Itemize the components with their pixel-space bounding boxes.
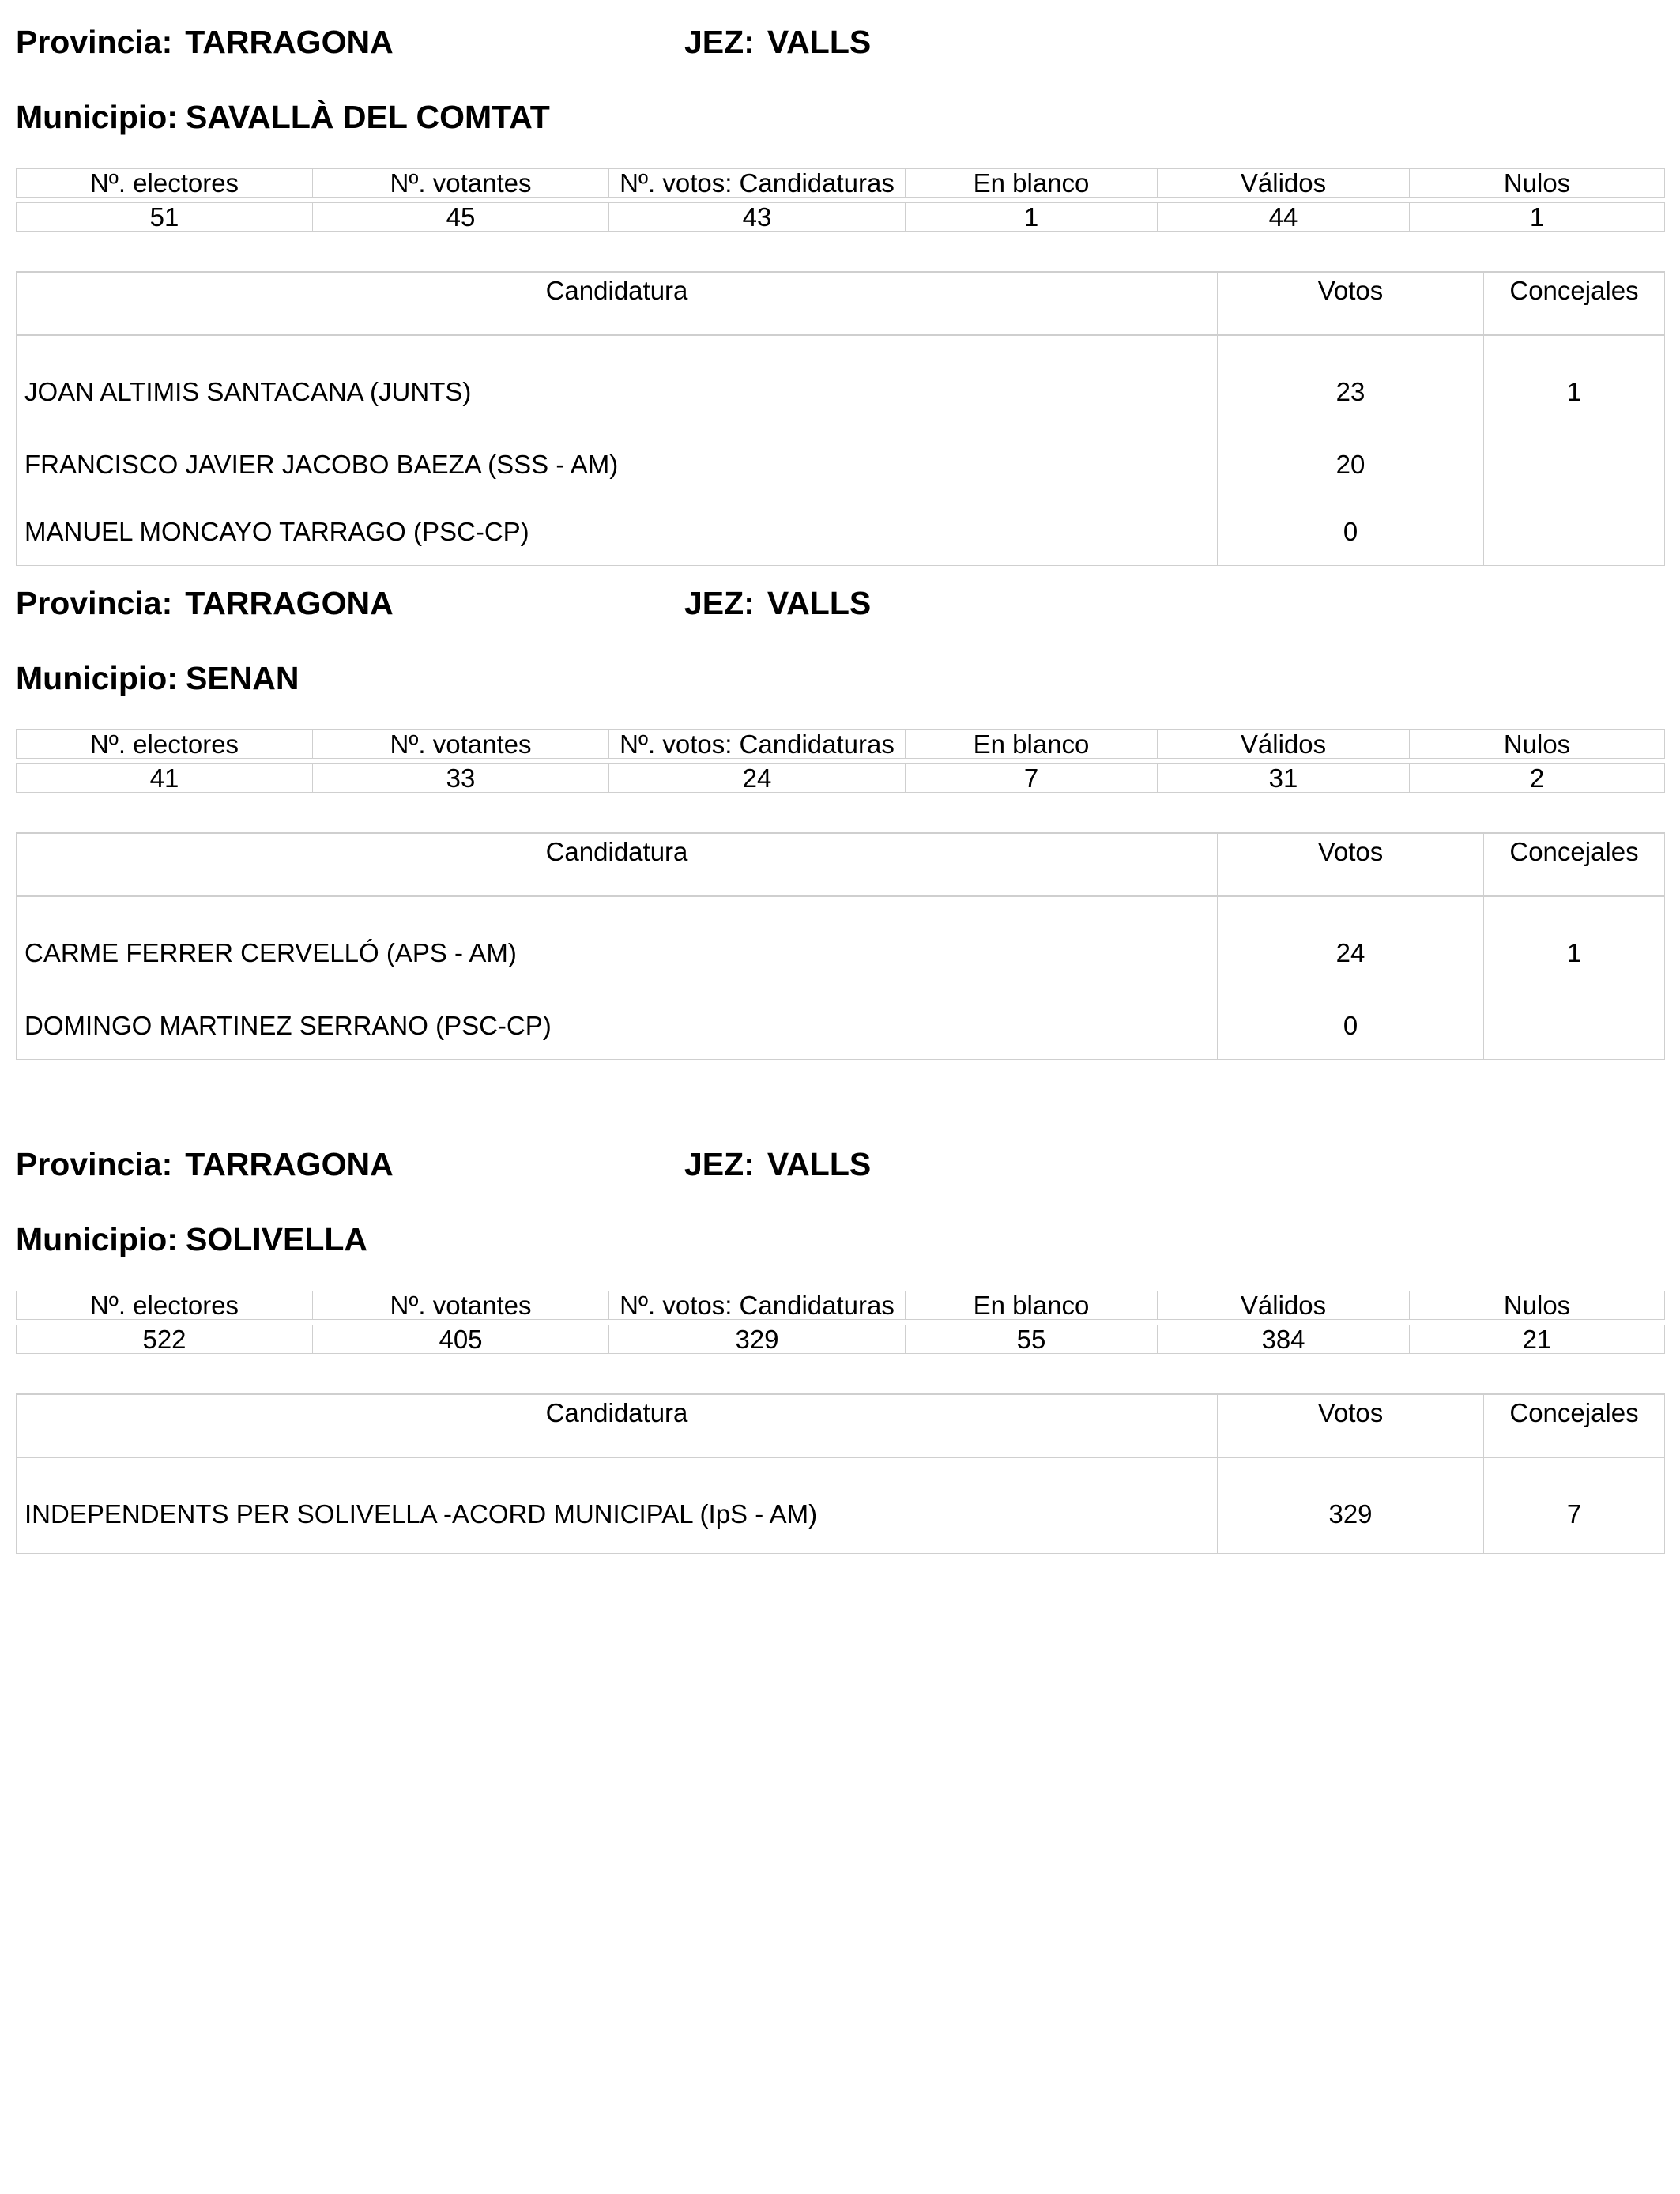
municipio-value: SENAN [185, 660, 299, 696]
validos-header: Válidos [1158, 169, 1410, 198]
candidate-name: FRANCISCO JAVIER JACOBO BAEZA (SSS - AM) [17, 431, 1218, 498]
provincia-value: TARRAGONA [185, 585, 394, 621]
municipio-heading [16, 660, 299, 696]
votantes-value: 405 [313, 1325, 609, 1354]
votantes-header: Nº. votantes [313, 730, 609, 759]
provincia-heading [16, 585, 394, 621]
jez-label: JEZ: [684, 24, 755, 60]
candidate-row [17, 1457, 1665, 1554]
jez-value: VALLS [767, 24, 872, 60]
jez-value: VALLS [767, 585, 872, 621]
stats-header-row [17, 169, 1665, 198]
candidate-votos: 0 [1218, 498, 1484, 566]
stats-value-row [17, 1325, 1665, 1354]
validos-header: Válidos [1158, 1291, 1410, 1320]
en-blanco-value: 1 [906, 203, 1158, 232]
candidate-name: CARME FERRER CERVELLÓ (APS - AM) [17, 896, 1218, 992]
votos-candidaturas-header: Nº. votos: Candidaturas [609, 1291, 906, 1320]
stats-header-row [17, 730, 1665, 759]
stats-table [16, 168, 1665, 232]
votos-candidaturas-value: 329 [609, 1325, 906, 1354]
candidate-votos: 23 [1218, 335, 1484, 431]
electores-header: Nº. electores [17, 1291, 313, 1320]
candidate-concejales [1484, 431, 1665, 498]
votos-header: Votos [1218, 1394, 1484, 1457]
candidate-votos: 329 [1218, 1457, 1484, 1554]
candidatura-header: Candidatura [17, 272, 1218, 335]
en-blanco-header: En blanco [906, 1291, 1158, 1320]
jez-heading [684, 24, 871, 60]
candidate-name: INDEPENDENTS PER SOLIVELLA -ACORD MUNICIPAL (IpS - AM) [17, 1457, 1218, 1554]
candidate-row [17, 896, 1665, 992]
validos-value: 31 [1158, 764, 1410, 793]
concejales-header: Concejales [1484, 272, 1665, 335]
candidates-table [16, 832, 1665, 1060]
electores-value: 51 [17, 203, 313, 232]
electores-header: Nº. electores [17, 169, 313, 198]
municipio-label: Municipio: [16, 99, 178, 135]
municipio-label: Municipio: [16, 660, 178, 696]
votos-header: Votos [1218, 833, 1484, 896]
votantes-value: 45 [313, 203, 609, 232]
stats-table [16, 729, 1665, 793]
nulos-value: 1 [1410, 203, 1665, 232]
candidate-votos: 0 [1218, 992, 1484, 1060]
candidate-concejales [1484, 498, 1665, 566]
jez-label: JEZ: [684, 585, 755, 621]
stats-value-row [17, 203, 1665, 232]
candidate-votos: 24 [1218, 896, 1484, 992]
candidate-concejales: 7 [1484, 1457, 1665, 1554]
candidates-header-row [17, 833, 1665, 896]
stats-header-row [17, 1291, 1665, 1320]
provincia-heading [16, 1146, 394, 1182]
candidate-row [17, 992, 1665, 1060]
candidate-name: MANUEL MONCAYO TARRAGO (PSC-CP) [17, 498, 1218, 566]
candidate-name: DOMINGO MARTINEZ SERRANO (PSC-CP) [17, 992, 1218, 1060]
votantes-value: 33 [313, 764, 609, 793]
votantes-header: Nº. votantes [313, 169, 609, 198]
municipio-label: Municipio: [16, 1221, 178, 1257]
stats-table [16, 1291, 1665, 1354]
votos-header: Votos [1218, 272, 1484, 335]
provincia-value: TARRAGONA [185, 24, 394, 60]
provincia-label: Provincia: [16, 585, 173, 621]
en-blanco-value: 7 [906, 764, 1158, 793]
candidate-concejales: 1 [1484, 335, 1665, 431]
provincia-value: TARRAGONA [185, 1146, 394, 1182]
concejales-header: Concejales [1484, 1394, 1665, 1457]
nulos-value: 2 [1410, 764, 1665, 793]
municipio-heading [16, 99, 550, 135]
votos-candidaturas-value: 43 [609, 203, 906, 232]
municipio-value: SOLIVELLA [185, 1221, 368, 1257]
nulos-header: Nulos [1410, 1291, 1665, 1320]
candidate-votos: 20 [1218, 431, 1484, 498]
jez-value: VALLS [767, 1146, 872, 1182]
validos-value: 44 [1158, 203, 1410, 232]
concejales-header: Concejales [1484, 833, 1665, 896]
candidates-header-row [17, 1394, 1665, 1457]
candidates-header-row [17, 272, 1665, 335]
provincia-label: Provincia: [16, 1146, 173, 1182]
votos-candidaturas-value: 24 [609, 764, 906, 793]
votos-candidaturas-header: Nº. votos: Candidaturas [609, 169, 906, 198]
candidates-table [16, 1393, 1665, 1554]
candidates-table [16, 271, 1665, 566]
en-blanco-value: 55 [906, 1325, 1158, 1354]
candidate-concejales [1484, 992, 1665, 1060]
provincia-heading [16, 24, 394, 60]
candidate-row [17, 498, 1665, 566]
municipio-value: SAVALLÀ DEL COMTAT [185, 99, 550, 135]
candidate-row [17, 335, 1665, 431]
municipio-heading [16, 1221, 367, 1257]
candidate-concejales: 1 [1484, 896, 1665, 992]
candidate-row [17, 431, 1665, 498]
en-blanco-header: En blanco [906, 169, 1158, 198]
provincia-label: Provincia: [16, 24, 173, 60]
jez-heading [684, 1146, 871, 1182]
nulos-header: Nulos [1410, 730, 1665, 759]
validos-value: 384 [1158, 1325, 1410, 1354]
candidatura-header: Candidatura [17, 833, 1218, 896]
nulos-value: 21 [1410, 1325, 1665, 1354]
jez-label: JEZ: [684, 1146, 755, 1182]
jez-heading [684, 585, 871, 621]
candidate-name: JOAN ALTIMIS SANTACANA (JUNTS) [17, 335, 1218, 431]
en-blanco-header: En blanco [906, 730, 1158, 759]
candidatura-header: Candidatura [17, 1394, 1218, 1457]
validos-header: Válidos [1158, 730, 1410, 759]
electores-header: Nº. electores [17, 730, 313, 759]
votos-candidaturas-header: Nº. votos: Candidaturas [609, 730, 906, 759]
nulos-header: Nulos [1410, 169, 1665, 198]
electores-value: 522 [17, 1325, 313, 1354]
stats-value-row [17, 764, 1665, 793]
electores-value: 41 [17, 764, 313, 793]
votantes-header: Nº. votantes [313, 1291, 609, 1320]
